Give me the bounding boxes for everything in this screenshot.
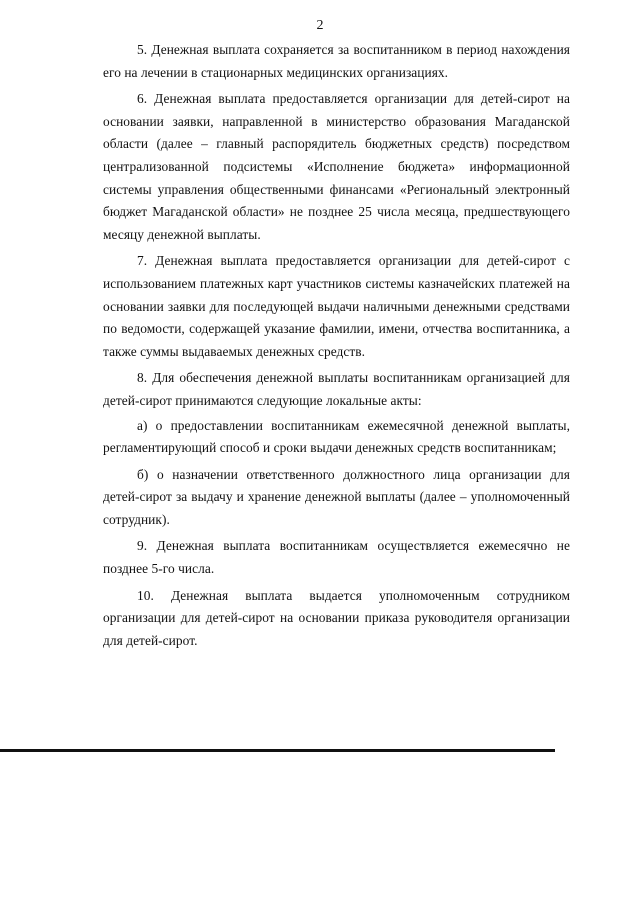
paragraph-8a: а) о предоставлении воспитанникам ежемесячной денежной выплаты, регламентирующий способ и сроки выдачи денежных средств воспитанникам;: [103, 417, 570, 456]
paragraph-9: 9. Денежная выплата воспитанникам осуществляется ежемесячно не позднее 5-го числа.: [103, 538, 570, 577]
paragraph-8b: б) о назначении ответственного должностного лица организации для детей-сирот за выдачу и хранение денежной выплаты (далее – уполномоченный сотрудник).: [103, 466, 570, 527]
paragraph-5: 5. Денежная выплата сохраняется за воспитанником в период нахождения его на лечении в стационарных медицинских организациях.: [103, 42, 570, 80]
document-body: [103, 39, 570, 656]
paragraph-7: 7. Денежная выплата предоставляется организации для детей-сирот с использованием платежных карт участников системы казначейских платежей на основании заявки для последующей выдачи наличными денежными средствами по ведомости, содержащей указание фамилии, имени, отчества воспитанника, а также суммы выдаваемых денежных средств.: [103, 253, 570, 359]
paragraph-6: 6. Денежная выплата предоставляется организации для детей-сирот на основании заявки, направленной в министерство образования Магаданской области (далее – главный распорядитель бюджетных средств) посредством централизованной подсистемы «Исполнение бюджета» информационной системы управления общественными финансами «Региональный электронный бюджет Магаданской области» не позднее 25 числа месяца, предшествующего месяцу денежной выплаты.: [103, 91, 570, 242]
footer-divider: [0, 749, 555, 752]
paragraph-8: 8. Для обеспечения денежной выплаты воспитанникам организацией для детей-сирот принимаются следующие локальные акты:: [103, 370, 570, 408]
page-number: 2: [316, 18, 324, 33]
paragraph-10: 10. Денежная выплата выдается уполномоченным сотрудником организации для детей-сирот на основании приказа руководителя организации для детей-сирот.: [103, 587, 570, 648]
